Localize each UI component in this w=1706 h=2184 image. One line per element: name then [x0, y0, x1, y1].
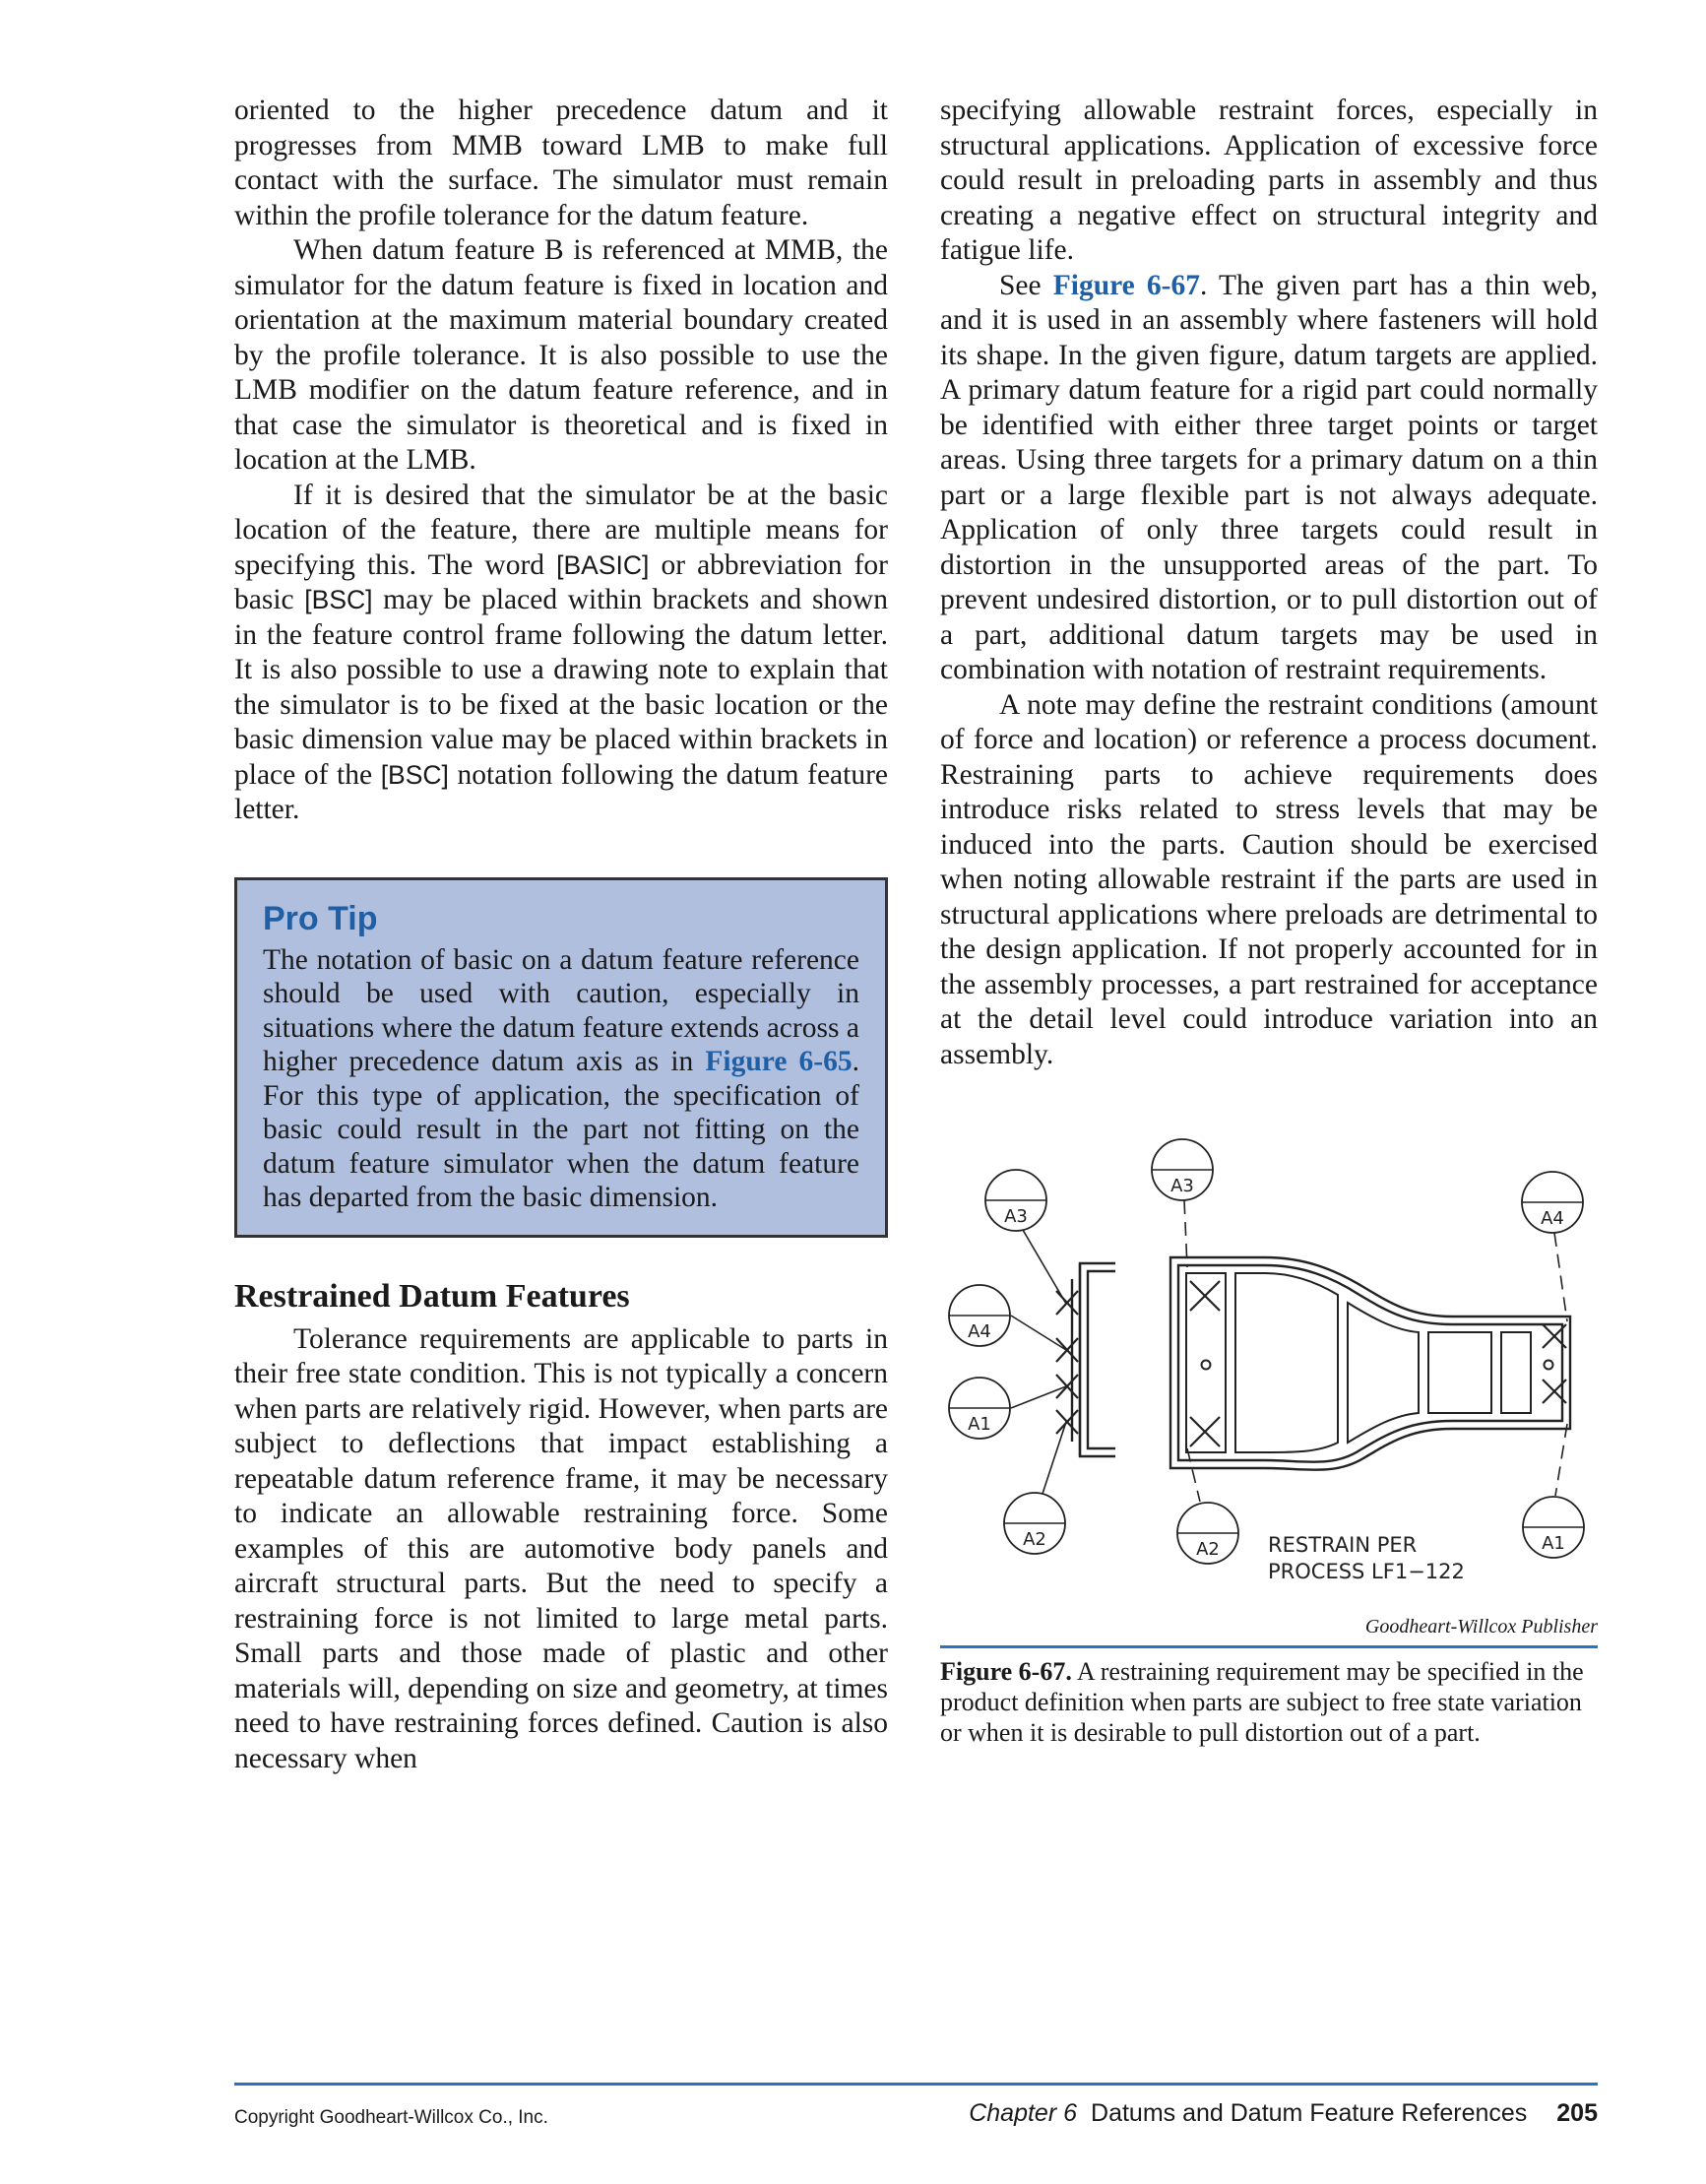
text-run: . The given part has a thin web, and it is used in an assembly where fasteners will hold its shape. In the given figure, datum targets are applied. A primary datum feature for a rigid part could normally be identified with either three target points or target areas. Using three targets for a primary datum on a thin part or a large flexible part is not always adequate. Application of only three targets could result in distortion in the unsupported areas of the part. To prevent undesired distortion, or to pull distortion out of a part, additional datum targets may be used in combination with notation of restraint requirements. [940, 269, 1598, 685]
figure-credit: Goodheart-Willcox Publisher [1364, 1616, 1598, 1638]
edge-view-part [1072, 1263, 1115, 1456]
text-run: or abbreviation for basic [234, 548, 888, 615]
paragraph: specifying allowable restraint forces, especially in structural applications. Application of excessive force could result in preloading parts in assembly and thus creating a negative effect on structural integrity and fatigue life. [940, 95, 1598, 266]
right-column [940, 94, 1598, 1748]
pro-tip-heading: Pro Tip [263, 899, 378, 937]
target-label: A3 [1004, 1206, 1028, 1227]
pro-tip-box [234, 877, 888, 1238]
left-column [234, 94, 888, 1776]
left-target-marks [1056, 1291, 1078, 1434]
leader-lines [1011, 1230, 1066, 1494]
target-label: A4 [1541, 1208, 1564, 1229]
datum-target-bottom-a2 [1177, 1503, 1238, 1564]
target-label: A4 [968, 1321, 991, 1342]
paragraph: A note may define the restraint conditions (amount of force and location) or reference a process document. Restraining parts to achieve requirements does introduce risks related to stress levels that may be induced into the parts. Caution should be exercised when noting allowable restraint if the parts are used in structural applications where preloads are detrimental to the design application. If not properly accounted for in the assembly processes, a part restrained for acceptance at the detail level could introduce variation into an assembly. [940, 688, 1598, 1070]
basic-notation: [BASIC] [556, 549, 650, 580]
target-label: A1 [1542, 1533, 1565, 1554]
datum-target-right-a1 [1523, 1497, 1584, 1558]
footer-rule [234, 2083, 1598, 2086]
caption-rule [940, 1645, 1598, 1648]
copyright: Copyright Goodheart-Willcox Co., Inc. [234, 2107, 548, 2128]
bsc-notation: [BSC] [380, 759, 449, 790]
text-run: notation following the datum feature letter. [234, 758, 889, 825]
datum-target-top-a3 [1152, 1139, 1213, 1200]
page-number: 205 [1556, 2099, 1598, 2127]
chapter-title: Datums and Datum Feature References [1091, 2099, 1528, 2127]
target-label: A2 [1023, 1529, 1046, 1550]
datum-target-left-a3 [985, 1170, 1046, 1231]
figure-link[interactable]: Figure 6-65 [705, 1046, 853, 1077]
restraint-drawing [940, 1122, 1598, 1614]
pro-tip-text [263, 943, 859, 1215]
chapter-label: Chapter 6 [969, 2099, 1078, 2127]
bsc-notation: [BSC] [304, 585, 373, 614]
paragraph [234, 479, 888, 828]
target-label: A3 [1170, 1176, 1194, 1196]
paragraph: oriented to the higher precedence datum and it progresses from MMB toward LMB to make full contact with the surface. The simulator must remain within the profile tolerance for the datum feature. [234, 95, 888, 231]
figure-link[interactable]: Figure 6-67 [1052, 269, 1200, 301]
text-run: If it is desired that the simulator be at the basic location of the feature, there are multiple means for specifying this. The word [234, 479, 888, 581]
datum-target-left-a4 [949, 1285, 1010, 1346]
paragraph: When datum feature B is referenced at MMB, the simulator for the datum feature is fixed in location and orientation at the maximum material boundary created by the profile tolerance. It is also possible to use the LMB modifier on the datum feature reference, and in that case the simulator is theoretical and is fixed in location at the LMB. [234, 234, 888, 476]
section-heading: Restrained Datum Features [234, 1277, 630, 1315]
target-label: A2 [1196, 1539, 1220, 1560]
restraint-note: PROCESS LF1−122 [1268, 1560, 1465, 1583]
caption-label: Figure 6-67. [940, 1657, 1072, 1686]
figure-caption [940, 1656, 1598, 1748]
running-footer [969, 2099, 1598, 2128]
datum-target-left-a2 [1004, 1493, 1065, 1554]
restraint-note: RESTRAIN PER [1268, 1533, 1418, 1557]
plan-view-part [1170, 1257, 1570, 1470]
text-run: . For this type of application, the specification of basic could result in the part not fitting on the datum feature simulator when the datum feature has departed from the basic dimension. [263, 1046, 859, 1213]
paragraph: Tolerance requirements are applicable to parts in their free state condition. This is not typically a concern when parts are relatively rigid. However, when parts are subject to deflections that impact establishing a repeatable datum reference frame, it may be necessary to indicate an allowable restraining force. Some examples of this are automotive body panels and aircraft structural parts. But the need to specify a restraining force is not limited to large metal parts. Small parts and those made of plastic and other materials will, depending on size and geometry, at times need to have restraining forces defined. Caution is also necessary when [234, 1322, 888, 1774]
datum-target-right-a4 [1522, 1172, 1583, 1233]
figure-6-67 [940, 1122, 1598, 1748]
page-footer [234, 2099, 1598, 2139]
caption-text: A restraining requirement may be specified in the product definition when parts are subject to free state variation or when it is desirable to pull distortion out of a part. [940, 1657, 1584, 1747]
text-run: See [999, 269, 1053, 301]
text-run: may be placed within brackets and shown in the feature control frame following the datum letter. It is also possible to use a drawing note to explain that the simulator is to be fixed at the basic location or the basic dimension value may be placed within brackets in place of the [234, 584, 888, 791]
datum-target-left-a1 [949, 1378, 1010, 1439]
text-run: The notation of basic on a datum feature reference should be used with caution, especially in situations where the datum feature extends across a higher precedence datum axis as in [263, 943, 859, 1077]
target-label: A1 [968, 1414, 991, 1435]
dashed-leader-lines [1184, 1200, 1567, 1502]
paragraph [940, 269, 1598, 688]
